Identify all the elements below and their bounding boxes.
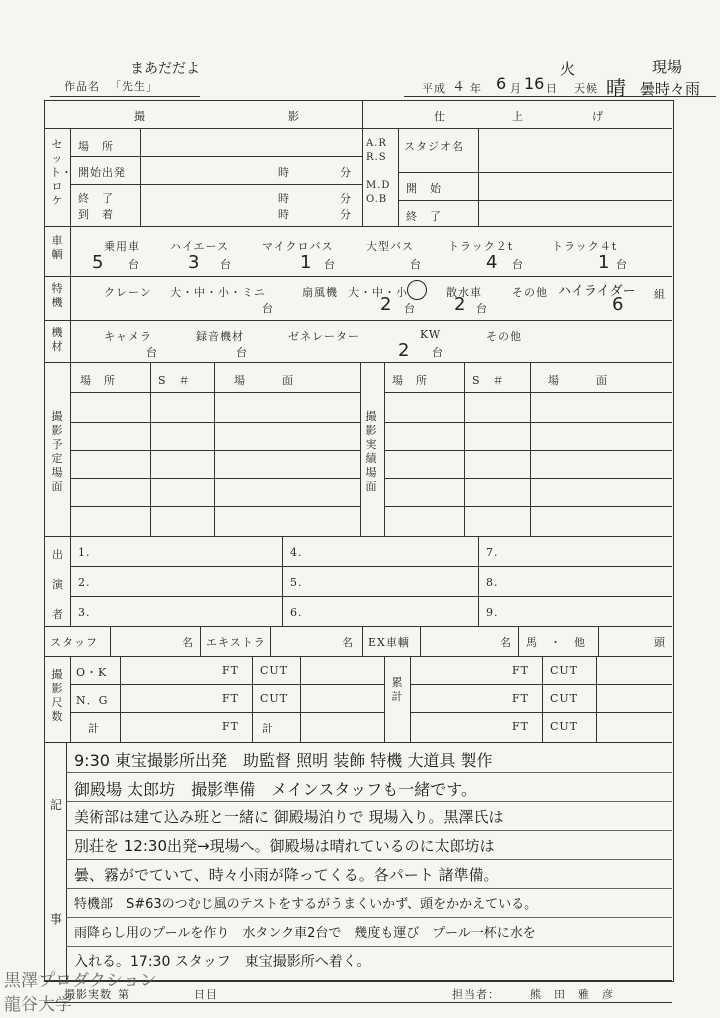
plan-row-3 xyxy=(70,450,360,451)
place-label: 場 所 xyxy=(78,140,114,153)
r-total-ft: FT xyxy=(512,720,529,733)
year-unit: 年 xyxy=(470,82,482,95)
veh-unit-1: 台 xyxy=(128,258,140,271)
footer-bottom xyxy=(44,1002,672,1003)
veh-label-3: マイクロバス xyxy=(262,240,334,253)
ft-side-divider xyxy=(70,656,71,742)
camera-unit: 台 xyxy=(146,346,158,359)
ft-col-f xyxy=(542,656,543,742)
set-col-divider xyxy=(140,128,141,226)
act-row-4 xyxy=(384,478,672,479)
ex-label: EX車輌 xyxy=(368,636,410,649)
special-side: 特機 xyxy=(51,282,63,309)
cast-side-2: 演 xyxy=(52,578,64,591)
start-label: 開始出発 xyxy=(78,166,126,179)
staff-div-3 xyxy=(270,626,271,656)
veh-label-2: ハイエース xyxy=(170,240,230,253)
hr-5 xyxy=(44,362,672,363)
person-name: 熊 田 雅 彦 xyxy=(530,988,614,1001)
veh-value-6: 1 xyxy=(598,252,610,273)
note-line-5: 曇、霧がでていて、時々小雨が降ってくる。各パート 諸準備。 xyxy=(74,866,499,884)
staff-mei-2: 名 xyxy=(342,636,354,649)
staff-mei-1: 名 xyxy=(182,636,194,649)
days-label: 撮影実数 xyxy=(64,988,112,1001)
hr-6 xyxy=(44,536,672,537)
studio-divider xyxy=(478,128,479,226)
kw-label: KW xyxy=(420,328,442,341)
veh-label-4: 大型バス xyxy=(366,240,414,253)
plan-place-label: 場 所 xyxy=(80,374,116,387)
jou-label: 上 xyxy=(512,110,524,123)
actual-side: 撮影実績場面 xyxy=(365,410,377,493)
hr-3 xyxy=(44,276,672,277)
notes-side-2: 事 xyxy=(50,912,64,926)
staff-label: スタッフ xyxy=(50,636,98,649)
sound-unit: 台 xyxy=(236,346,248,359)
note-rule-7 xyxy=(66,946,672,947)
note-rule-2 xyxy=(66,801,672,802)
fan-value: 2 xyxy=(380,294,392,315)
plan-row-2 xyxy=(70,422,360,423)
set-side-divider xyxy=(70,128,71,226)
note-rule-4 xyxy=(66,859,672,860)
month-unit: 月 xyxy=(510,82,522,95)
sp-other-value: 6 xyxy=(612,294,624,315)
weekday-value: 火 xyxy=(560,60,576,78)
day-unit: 日 xyxy=(546,82,558,95)
cast-1: 1. xyxy=(78,546,91,559)
sound-label: 録音機材 xyxy=(196,330,244,343)
ok-label: O・K xyxy=(76,666,108,679)
arrive-ji: 時 xyxy=(278,208,290,221)
studio-hr-b xyxy=(398,200,672,201)
veh-value-2: 3 xyxy=(188,252,200,273)
plan-s-label: S ＃ xyxy=(158,374,191,387)
note-rule-5 xyxy=(66,888,672,889)
ft-col-b xyxy=(252,656,253,742)
weather-site-value: 曇時々雨 xyxy=(640,80,701,98)
weather-site-label: 現場 xyxy=(652,58,683,76)
cast-col-2 xyxy=(478,536,479,626)
fan-unit: 台 xyxy=(404,302,416,315)
r-ng-cut: CUT xyxy=(550,692,579,705)
r-ok-cut: CUT xyxy=(550,664,579,677)
ei-label: 影 xyxy=(288,110,300,123)
watermark-line-2: 龍谷大学 xyxy=(4,995,72,1015)
ng-label: N．G xyxy=(76,694,109,707)
cast-2: 2. xyxy=(78,576,91,589)
crane-label: クレーン xyxy=(104,286,152,299)
cast-3: 3. xyxy=(78,606,91,619)
hr-8 xyxy=(44,656,672,657)
title-handwritten: まあだだよ xyxy=(130,61,200,77)
total-ft: FT xyxy=(222,720,239,733)
ng-ft: FT xyxy=(222,692,239,705)
plan-row-5 xyxy=(70,506,360,507)
water-unit: 台 xyxy=(476,302,488,315)
ok-cut: CUT xyxy=(260,664,289,677)
extra-label: エキストラ xyxy=(206,636,266,649)
veh-value-1: 5 xyxy=(92,252,104,273)
end-fun: 分 xyxy=(340,192,352,205)
kaishi-label: 開 始 xyxy=(406,182,442,195)
tou-label: 頭 xyxy=(654,636,666,649)
act-scene-label: 場 面 xyxy=(548,374,608,387)
veh-value-5: 4 xyxy=(486,252,498,273)
act-side-divider xyxy=(384,362,385,536)
arrive-fun: 分 xyxy=(340,208,352,221)
note-line-3: 美術部は建て込み班と一緒に 御殿場泊りで 現場入り。黒澤氏は xyxy=(74,808,504,826)
cast-side-divider xyxy=(70,536,71,626)
notes-side-1: 記 xyxy=(50,798,64,812)
cast-7: 7. xyxy=(486,546,499,559)
ok-ft: FT xyxy=(222,664,239,677)
ob-label: O.B xyxy=(366,194,388,205)
arrive-label: 到 着 xyxy=(78,208,114,221)
start-fun: 分 xyxy=(340,166,352,179)
act-row-3 xyxy=(384,450,672,451)
weather-value: 晴 xyxy=(606,76,626,100)
equipment-side: 機材 xyxy=(51,326,63,353)
water-value: 2 xyxy=(454,294,466,315)
eq-other-label: その他 xyxy=(486,330,522,343)
cast-5: 5. xyxy=(290,576,303,589)
sp-side-divider xyxy=(70,276,71,320)
plan-side-divider xyxy=(70,362,71,536)
cast-6: 6. xyxy=(290,606,303,619)
kw-unit: 台 xyxy=(432,346,444,359)
note-rule-1 xyxy=(66,772,672,773)
r-ok-ft: FT xyxy=(512,664,529,677)
water-label: 散水車 xyxy=(446,286,482,299)
note-line-6: 特機部 S#63のつむじ風のテストをするがうまくいかず、頭をかかえている。 xyxy=(74,897,538,912)
nichime-label: 日目 xyxy=(194,988,218,1001)
set-hr-b xyxy=(70,184,362,185)
cast-side-1: 出 xyxy=(52,548,64,561)
ng-cut: CUT xyxy=(260,692,289,705)
note-line-8: 入れる。17:30 スタッフ 東宝撮影所へ着く。 xyxy=(74,954,371,970)
satsu-label: 撮 xyxy=(134,110,146,123)
sp-other-unit: 組 xyxy=(654,288,666,301)
veh-label-5: トラック２t xyxy=(448,240,514,253)
plan-col-2 xyxy=(214,362,215,536)
veh-unit-6: 台 xyxy=(616,258,628,271)
footage-side: 撮影尺数 xyxy=(51,668,63,723)
shi-label: 仕 xyxy=(434,110,446,123)
staff-div-5 xyxy=(420,626,421,656)
note-rule-3 xyxy=(66,830,672,831)
act-col-1 xyxy=(464,362,465,536)
act-s-label: S ＃ xyxy=(472,374,505,387)
studio-label: スタジオ名 xyxy=(404,140,464,153)
ar-divider xyxy=(398,128,399,226)
act-place-label: 場 所 xyxy=(392,374,428,387)
staff-div-2 xyxy=(200,626,201,656)
fan-label: 扇風機 xyxy=(302,286,338,299)
end-ji: 時 xyxy=(278,192,290,205)
ft-col-g xyxy=(596,656,597,742)
ruikei-label: 累計 xyxy=(391,676,403,703)
ge-label: げ xyxy=(592,110,604,123)
veh-side-divider xyxy=(70,226,71,276)
ft-col-e xyxy=(410,656,411,742)
title-value: 「先生」 xyxy=(110,80,158,93)
cast-8: 8. xyxy=(486,576,499,589)
set-hr-a xyxy=(70,156,362,157)
veh-unit-4: 台 xyxy=(410,258,422,271)
planned-side: 撮影予定場面 xyxy=(51,410,63,493)
cast-9: 9. xyxy=(486,606,499,619)
shuryo-label: 終 了 xyxy=(406,210,442,223)
notes-side-divider xyxy=(66,742,67,980)
staff-div-1 xyxy=(110,626,111,656)
act-row-2 xyxy=(384,422,672,423)
staff-div-6 xyxy=(518,626,519,656)
note-line-2: 御殿場 太郎坊 撮影準備 メインスタッフも一緒です。 xyxy=(74,780,478,799)
title-underline xyxy=(50,96,200,97)
staff-mei-3: 名 xyxy=(500,636,512,649)
end-label: 終 了 xyxy=(78,192,114,205)
veh-label-1: 乗用車 xyxy=(104,240,140,253)
year-value: ４ xyxy=(452,80,466,95)
date-underline xyxy=(404,96,716,97)
ft-row-r2 xyxy=(410,712,672,713)
md-label: M.D xyxy=(366,180,391,191)
plan-actual-divider xyxy=(360,362,361,536)
person-label: 担当者： xyxy=(452,988,500,1001)
veh-value-3: 1 xyxy=(300,252,312,273)
camera-label: キャメラ xyxy=(104,330,152,343)
month-value: 6 xyxy=(496,74,507,93)
start-ji: 時 xyxy=(278,166,290,179)
veh-unit-2: 台 xyxy=(220,258,232,271)
r-total-cut: CUT xyxy=(550,720,579,733)
weather-label: 天候 xyxy=(574,82,598,95)
veh-unit-5: 台 xyxy=(512,258,524,271)
top-divider xyxy=(362,100,363,226)
hr-1 xyxy=(44,128,672,129)
era-label: 平成 xyxy=(422,82,446,95)
sp-other-label: その他 xyxy=(512,286,548,299)
ft-col-d xyxy=(384,656,385,742)
day-value: 16 xyxy=(524,74,545,93)
total-kei: 計 xyxy=(262,722,274,735)
total-label: 計 xyxy=(88,722,100,735)
watermark-line-1: 黒澤プロダクション xyxy=(4,971,157,991)
plan-scene-label: 場 面 xyxy=(234,374,294,387)
fan-size-circle xyxy=(407,280,427,300)
staff-div-4 xyxy=(362,626,363,656)
ft-col-c xyxy=(300,656,301,742)
studio-hr-a xyxy=(398,172,672,173)
staff-div-7 xyxy=(598,626,599,656)
hr-9 xyxy=(44,742,672,743)
plan-row-1 xyxy=(70,392,360,393)
ft-row-1 xyxy=(70,684,384,685)
ft-row-r1 xyxy=(410,684,672,685)
ar-label: A.R xyxy=(366,138,387,149)
rs-label: R.S xyxy=(366,152,387,163)
crane-unit: 台 xyxy=(262,302,274,315)
cast-side-3: 者 xyxy=(52,608,64,621)
fan-sizes: 大・中・小 xyxy=(348,286,408,299)
plan-col-1 xyxy=(150,362,151,536)
dai-label: 第 xyxy=(118,988,130,1001)
veh-unit-3: 台 xyxy=(324,258,336,271)
act-row-5 xyxy=(384,506,672,507)
note-line-4: 別荘を 12:30出発→現場へ。御殿場は晴れているのに太郎坊は xyxy=(74,837,495,855)
title-label: 作品名 xyxy=(64,80,100,93)
act-row-1 xyxy=(384,392,672,393)
kw-value: 2 xyxy=(398,340,410,361)
vehicles-side: 車輌 xyxy=(51,234,63,261)
act-col-2 xyxy=(530,362,531,536)
note-line-7: 雨降らし用のプールを作り 水タンク車2台で 幾度も運び プール一杯に水を xyxy=(74,926,536,941)
eq-side-divider xyxy=(70,320,71,362)
plan-row-4 xyxy=(70,478,360,479)
sp-other-hand: ハイライダー xyxy=(558,284,636,299)
note-rule-6 xyxy=(66,917,672,918)
hr-7 xyxy=(44,626,672,627)
cast-4: 4. xyxy=(290,546,303,559)
gen-label: ゼネレーター xyxy=(288,330,360,343)
ft-col-a xyxy=(120,656,121,742)
crane-sizes: 大・中・小・ミニ xyxy=(170,286,266,299)
cast-row-2 xyxy=(70,596,672,597)
set-loc-side: セット・ロケ xyxy=(50,138,72,207)
cast-col-1 xyxy=(282,536,283,626)
veh-label-6: トラック４t xyxy=(552,240,618,253)
horse-label: 馬 ・ 他 xyxy=(526,636,586,649)
hr-2 xyxy=(44,226,672,227)
note-line-1: 9:30 東宝撮影所出発 助監督 照明 装飾 特機 大道具 製作 xyxy=(74,751,493,770)
hr-4 xyxy=(44,320,672,321)
r-ng-ft: FT xyxy=(512,692,529,705)
cast-row-1 xyxy=(70,566,672,567)
ft-row-2 xyxy=(70,712,384,713)
